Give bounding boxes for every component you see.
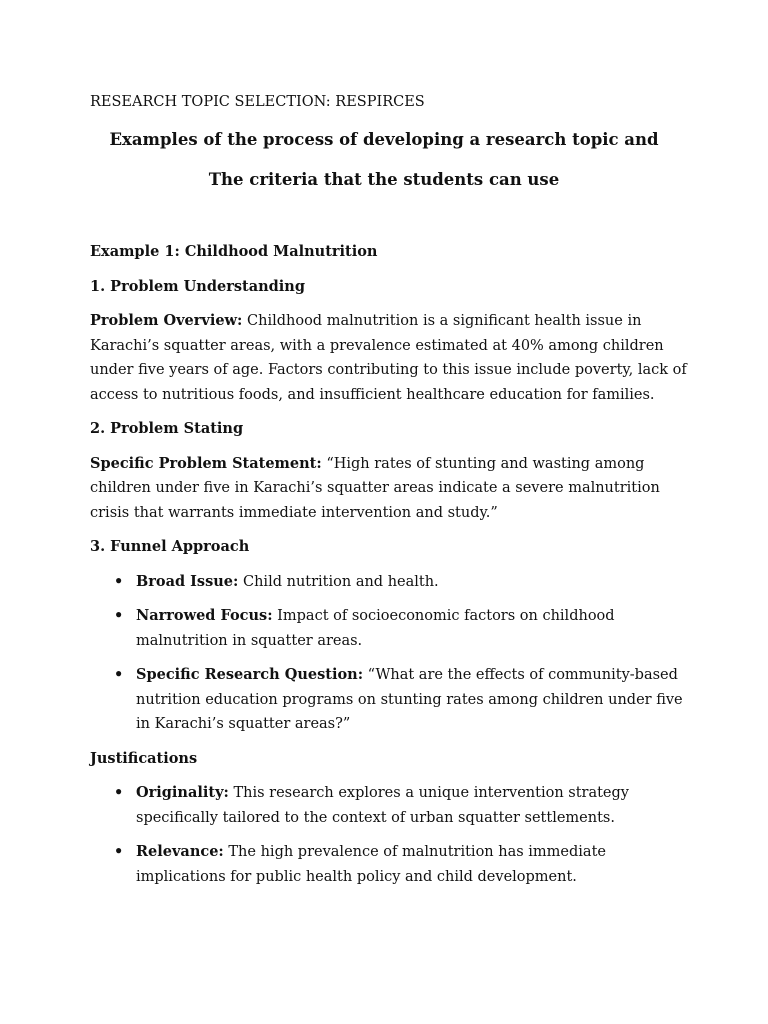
- list-item-label: Relevance:: [136, 843, 224, 860]
- problem-statement-label: Specific Problem Statement:: [90, 454, 322, 472]
- justifications-list: [90, 781, 690, 889]
- section-heading-problem-understanding: 1. Problem Understanding: [90, 277, 305, 295]
- list-item: [90, 604, 690, 653]
- bullet-glyph: •: [114, 784, 124, 801]
- problem-overview-text: Childhood malnutrition is a significant health issue in Karachi’s squatter areas, with a prevalence estimated at 40% among children under five years of age. Factors contributing to this issue include poverty, lack of access to nutritious foods, and insufficient healthcare education for families.: [90, 313, 687, 403]
- document-title-line-2: The criteria that the students can use: [208, 170, 560, 189]
- problem-overview-label: Problem Overview:: [90, 312, 243, 329]
- list-item-text: Child nutrition and health.: [238, 573, 439, 590]
- example-heading: Example 1: Childhood Malnutrition: [90, 243, 378, 260]
- document-title-line-1: Examples of the process of developing a research topic and: [109, 130, 659, 149]
- problem-statement-text: “High rates of stunting and wasting among children under five in Karachi’s squatter areas indicate a severe malnutrition crisis that warrants immediate intervention and study.”: [90, 455, 660, 521]
- document-pre-title: RESEARCH TOPIC SELECTION: RESPIRCES: [90, 94, 425, 110]
- bullet-glyph: •: [114, 843, 124, 860]
- list-item-label: Originality:: [136, 784, 229, 801]
- list-item-label: Narrowed Focus:: [136, 607, 273, 624]
- list-item: [90, 781, 690, 830]
- list-item-text: Impact of socioeconomic factors on childhood malnutrition in squatter areas.: [136, 608, 615, 649]
- list-item-text: This research explores a unique intervention strategy specifically tailored to the context of urban squatter settlements.: [136, 785, 629, 826]
- bullet-glyph: •: [114, 572, 124, 590]
- bullet-glyph: •: [114, 607, 124, 624]
- list-item-text: The high prevalence of malnutrition has immediate implications for public health policy and child development.: [136, 844, 606, 885]
- section-heading-justifications: Justifications: [90, 749, 198, 767]
- bullet-glyph: •: [114, 666, 124, 683]
- problem-statement-paragraph: [90, 452, 690, 526]
- funnel-approach-list: [90, 570, 690, 737]
- problem-overview-paragraph: [90, 309, 690, 407]
- list-item-text: “What are the effects of community-based nutrition education programs on stunting rates among children under five in Karachi’s squatter areas?”: [136, 667, 683, 732]
- list-item-label: Specific Research Question:: [136, 666, 364, 683]
- list-item: [90, 663, 690, 737]
- list-item: [90, 840, 690, 889]
- list-item: [90, 570, 690, 595]
- list-item-label: Broad Issue:: [136, 572, 239, 590]
- section-heading-funnel-approach: 3. Funnel Approach: [90, 538, 250, 555]
- section-heading-problem-stating: 2. Problem Stating: [90, 420, 244, 437]
- document-body: [90, 240, 690, 899]
